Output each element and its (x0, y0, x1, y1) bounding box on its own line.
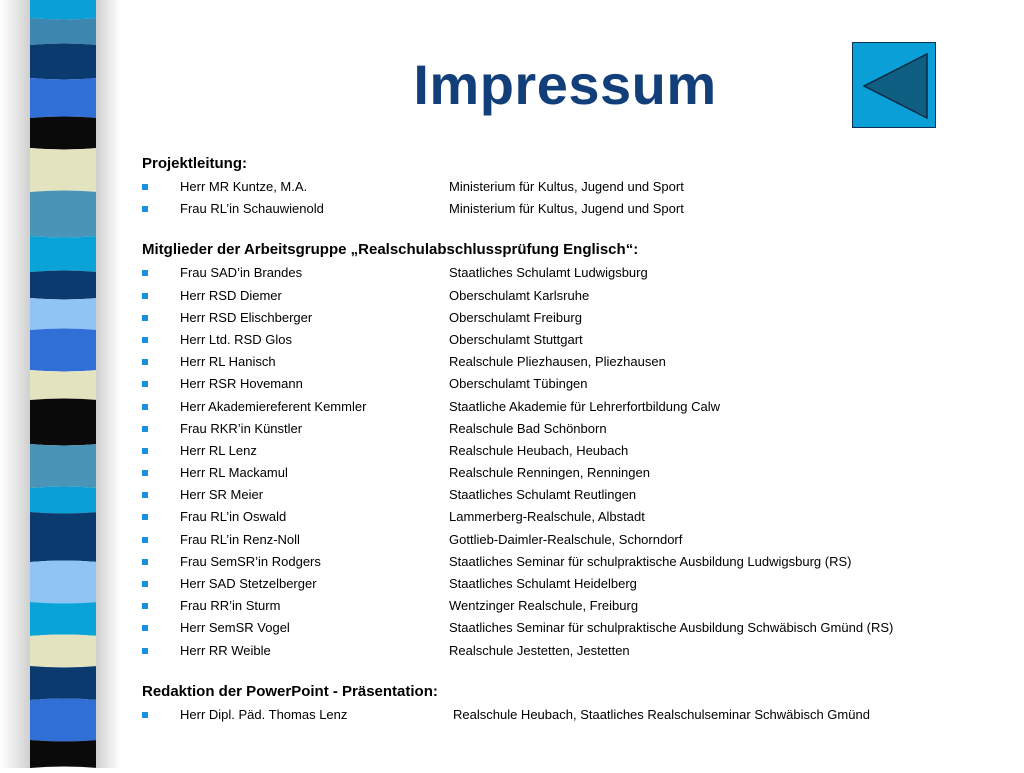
bullet-square-icon (142, 470, 148, 476)
organization: Oberschulamt Karlsruhe (449, 287, 590, 303)
member-list (142, 262, 1002, 661)
person-name: Frau RL’in Renz-Noll (180, 531, 300, 547)
decorative-stripe (30, 487, 98, 514)
person-name: Herr Ltd. RSD Glos (180, 331, 292, 347)
bullet-square-icon (142, 359, 148, 365)
list-item (142, 551, 1002, 573)
organization: Ministerium für Kultus, Jugend und Sport (449, 179, 684, 194)
decorative-stripe (30, 329, 98, 372)
bullet-square-icon (142, 625, 148, 631)
bullet-square-icon (142, 559, 148, 565)
organization: Staatliches Schulamt Heidelberg (449, 576, 637, 591)
decorative-stripe (30, 666, 98, 700)
list-item (142, 484, 1002, 506)
page-title: Impressum (413, 53, 717, 116)
section-heading: Redaktion der PowerPoint - Präsentation: (142, 682, 438, 700)
person-name: Herr SR Meier (180, 487, 264, 503)
section-arbeitsgruppe (142, 238, 1002, 661)
decorative-stripe (30, 236, 98, 272)
decorative-stripe (30, 635, 98, 668)
organization: Lammerberg-Realschule, Albstadt (449, 509, 645, 525)
organization: Staatliches Seminar für schulpraktische Ausbildung Schwäbisch Gmünd (RS) (449, 620, 894, 636)
decorative-stripe (30, 512, 98, 562)
organization: Realschule Renningen, Renningen (449, 465, 650, 481)
impressum-content (142, 150, 1002, 726)
bullet-square-icon (142, 537, 148, 543)
section-heading: Projektleitung: (142, 155, 248, 172)
bullet-square-icon (142, 184, 148, 190)
organization: Wentzinger Realschule, Freiburg (449, 598, 639, 614)
bullet-square-icon (142, 648, 148, 654)
person-name: Herr RL Mackamul (180, 465, 288, 481)
person-name: Herr Dipl. Päd. Thomas Lenz (180, 706, 348, 722)
section-projektleitung (142, 152, 1002, 220)
organization: Staatliches Schulamt Reutlingen (449, 487, 637, 503)
bullet-square-icon (142, 712, 148, 718)
bullet-square-icon (142, 315, 148, 321)
member-list (142, 176, 1002, 220)
decorative-stripe (30, 561, 98, 604)
list-item (142, 462, 1002, 484)
organization: Realschule Heubach, Heubach (449, 442, 629, 458)
section-redaktion (142, 680, 1002, 726)
side-band-shadow (0, 0, 30, 768)
person-name: Frau RL’in Schauwienold (180, 201, 324, 217)
back-button[interactable] (852, 42, 936, 128)
list-item (142, 573, 1002, 595)
bullet-square-icon (142, 404, 148, 410)
list-item (142, 351, 1002, 373)
person-name: Herr RSR Hovemann (180, 376, 303, 392)
list-item (142, 418, 1002, 440)
list-item (142, 198, 1002, 220)
person-name: Herr SAD Stetzelberger (180, 576, 317, 591)
organization: Staatliches Seminar für schulpraktische Ausbildung Ludwigsburg (RS) (449, 553, 852, 569)
person-name: Herr MR Kuntze, M.A. (180, 179, 308, 194)
decorative-stripe (30, 44, 98, 80)
side-band-fade (96, 0, 120, 768)
list-item (142, 640, 1002, 662)
person-name: Frau RR’in Sturm (180, 598, 281, 614)
decorative-stripe (30, 18, 98, 45)
organization: Realschule Heubach, Staatliches Realschulseminar Schwäbisch Gmünd (453, 706, 870, 722)
bullet-square-icon (142, 206, 148, 212)
bullet-square-icon (142, 381, 148, 387)
decorative-stripe (30, 148, 98, 192)
person-name: Herr RL Lenz (180, 442, 257, 458)
decorative-stripe (30, 0, 98, 20)
organization: Gottlieb-Daimler-Realschule, Schorndorf (449, 531, 683, 547)
bullet-square-icon (142, 514, 148, 520)
list-item (142, 176, 1002, 198)
list-item (142, 329, 1002, 351)
decorative-stripe (30, 78, 98, 118)
list-item (142, 262, 1002, 284)
person-name: Frau SAD’in Brandes (180, 265, 303, 281)
bullet-square-icon (142, 581, 148, 587)
decorative-stripe (30, 370, 98, 400)
bullet-square-icon (142, 426, 148, 432)
person-name: Herr RSD Diemer (180, 287, 282, 303)
list-item (142, 373, 1002, 395)
person-name: Frau RL’in Oswald (180, 509, 287, 525)
decorative-stripe (30, 191, 98, 238)
list-item (142, 285, 1002, 307)
triangle-left-icon (853, 43, 937, 129)
organization: Realschule Bad Schönborn (449, 420, 607, 436)
list-item (142, 506, 1002, 528)
section-heading: Mitglieder der Arbeitsgruppe „Realschulabschlussprüfung Englisch“: (142, 241, 639, 259)
bullet-square-icon (142, 270, 148, 276)
bullet-square-icon (142, 492, 148, 498)
decorative-stripe (30, 271, 98, 300)
list-item (142, 529, 1002, 551)
decorative-stripe (30, 602, 98, 636)
organization: Oberschulamt Tübingen (449, 376, 588, 392)
decorative-stripe (30, 699, 98, 742)
person-name: Frau RKR’in Künstler (180, 420, 303, 436)
person-name: Herr RL Hanisch (180, 354, 276, 370)
decorative-stripe (30, 298, 98, 330)
organization: Staatliche Akademie für Lehrerfortbildung Calw (449, 398, 720, 414)
decorative-stripe (30, 399, 98, 446)
organization: Ministerium für Kultus, Jugend und Sport (449, 201, 684, 217)
person-name: Herr RR Weible (180, 642, 271, 658)
decorative-side-band (0, 0, 120, 768)
decorative-stripe (30, 444, 98, 488)
person-name: Herr SemSR Vogel (180, 620, 290, 636)
organization: Oberschulamt Stuttgart (449, 331, 583, 347)
person-name: Herr RSD Elischberger (180, 309, 313, 325)
list-item (142, 617, 1002, 639)
organization: Realschule Pliezhausen, Pliezhausen (449, 354, 666, 370)
person-name: Frau SemSR’in Rodgers (180, 553, 321, 569)
list-item (142, 396, 1002, 418)
bullet-square-icon (142, 603, 148, 609)
bullet-square-icon (142, 337, 148, 343)
organization: Oberschulamt Freiburg (449, 309, 582, 325)
bullet-square-icon (142, 293, 148, 299)
bullet-square-icon (142, 448, 148, 454)
list-item (142, 440, 1002, 462)
decorative-stripe (30, 117, 98, 150)
person-name: Herr Akademiereferent Kemmler (180, 398, 367, 414)
list-item (142, 307, 1002, 329)
list-item (142, 595, 1002, 617)
member-list (142, 704, 1002, 726)
decorative-stripe (30, 740, 98, 768)
list-item (142, 704, 1002, 726)
organization: Staatliches Schulamt Ludwigsburg (449, 265, 648, 281)
organization: Realschule Jestetten, Jestetten (449, 642, 630, 658)
